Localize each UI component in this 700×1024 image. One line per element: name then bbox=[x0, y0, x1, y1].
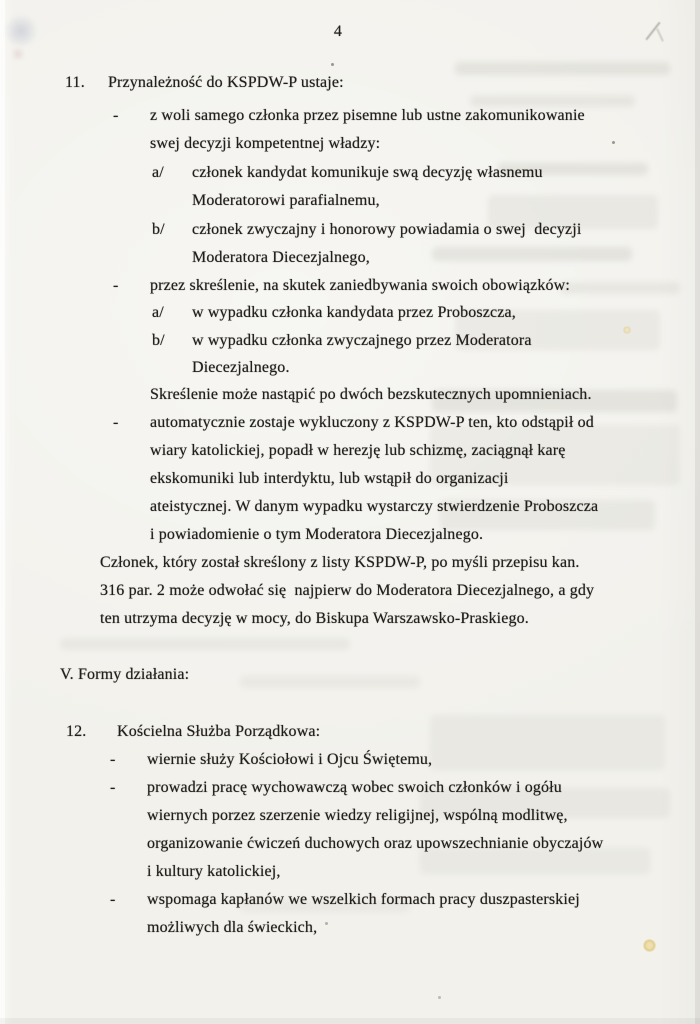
doc-line: ten utrzyma decyzję w mocy, do Biskupa Warszawsko-Praskiego. bbox=[100, 610, 529, 627]
bullet-dash: - bbox=[113, 107, 119, 124]
paper-stain bbox=[623, 326, 631, 334]
doc-line: i powiadomienie o tym Moderatora Diecezjalnego. bbox=[150, 526, 484, 543]
bleed-through-ghost bbox=[455, 62, 670, 75]
doc-line: wspomaga kapłanów we wszelkich formach pracy duszpasterskiej bbox=[147, 891, 580, 908]
doc-line: prowadzi pracę wychowawczą wobec swoich członków i ogółu bbox=[147, 779, 562, 796]
bleed-through-ghost bbox=[60, 638, 350, 650]
item-12-heading: Kościelna Służba Porządkowa: bbox=[117, 723, 321, 740]
doc-line: Diecezjalnego. bbox=[192, 359, 290, 376]
doc-line: wiernie służy Kościołowi i Ojcu Świętemu, bbox=[147, 751, 433, 768]
item-12-number: 12. bbox=[66, 723, 87, 740]
page-number: 4 bbox=[333, 23, 343, 40]
sub-item-marker: b/ bbox=[152, 221, 165, 238]
bullet-dash: - bbox=[113, 414, 119, 431]
scan-edge-right bbox=[695, 0, 700, 1024]
sub-item-marker: b/ bbox=[152, 332, 165, 349]
paper-speck bbox=[331, 63, 334, 66]
bleed-through-ghost bbox=[430, 715, 665, 770]
doc-line: 316 par. 2 może odwołać się najpierw do Moderatora Diecezjalnego, a gdy bbox=[100, 582, 595, 599]
bullet-dash: - bbox=[113, 277, 119, 294]
sub-item-marker: a/ bbox=[152, 164, 164, 181]
bullet-dash: - bbox=[110, 751, 116, 768]
scan-edge-bottom bbox=[0, 1018, 700, 1024]
bullet-dash: - bbox=[110, 891, 116, 908]
doc-line: Moderatora Diecezjalnego, bbox=[192, 249, 370, 266]
bleed-through-ghost bbox=[432, 247, 632, 261]
section-v-heading: V. Formy działania: bbox=[60, 666, 190, 683]
paper-speck bbox=[438, 996, 441, 999]
doc-line: ekskomuniki lub interdyktu, lub wstąpił do organizacji bbox=[150, 470, 509, 487]
scan-edge-left bbox=[0, 0, 5, 1024]
doc-line: organizowanie ćwiczeń duchowych oraz upowszechnianie obyczajów bbox=[147, 835, 604, 852]
sub-item-marker: a/ bbox=[152, 304, 164, 321]
doc-line: Członek, który został skreślony z listy KSPDW-P, po myśli przepisu kan. bbox=[100, 554, 580, 571]
doc-line: automatycznie zostaje wykluczony z KSPDW-P ten, kto odstąpił od bbox=[150, 414, 594, 431]
doc-line: ateistycznej. W danym wypadku wystarczy stwierdzenie Proboszcza bbox=[150, 498, 599, 515]
doc-line: członek kandydat komunikuje swą decyzję własnemu bbox=[192, 164, 543, 181]
paper-speck bbox=[612, 141, 615, 144]
doc-line: w wypadku członka kandydata przez Proboszcza, bbox=[192, 304, 516, 321]
doc-line: Moderatorowi parafialnemu, bbox=[192, 192, 380, 209]
item-11-number: 11. bbox=[65, 74, 85, 91]
doc-line: wiernych porzez szerzenie wiedzy religijnej, wspólną modlitwę, bbox=[147, 807, 568, 824]
doc-line: Skreślenie może nastąpić po dwóch bezskutecznych upomnieniach. bbox=[150, 386, 592, 403]
paper-stain bbox=[643, 939, 656, 952]
doc-line: przez skreślenie, na skutek zaniedbywania swoich obowiązków: bbox=[150, 277, 570, 294]
bleed-through-ghost bbox=[560, 282, 680, 294]
item-11-heading: Przynależność do KSPDW-P ustaje: bbox=[108, 74, 344, 91]
doc-line: w wypadku członka zwyczajnego przez Moderatora bbox=[192, 332, 532, 349]
doc-line: wiary katolickiej, popadł w herezję lub schizmę, zaciągnął karę bbox=[150, 442, 566, 459]
bullet-dash: - bbox=[110, 779, 116, 796]
doc-line: możliwych dla świeckich, bbox=[147, 919, 318, 936]
doc-line: członek zwyczajny i honorowy powiadamia o swej decyzji bbox=[192, 221, 582, 238]
doc-line: swej decyzji kompetentnej władzy: bbox=[150, 135, 381, 152]
doc-line: i kultury katolickiej, bbox=[147, 863, 281, 880]
bleed-through-ghost bbox=[240, 676, 420, 688]
doc-line: z woli samego członka przez pisemne lub ustne zakomunikowanie bbox=[150, 107, 585, 124]
pencil-smudge bbox=[10, 48, 26, 60]
paper-speck bbox=[325, 922, 328, 925]
